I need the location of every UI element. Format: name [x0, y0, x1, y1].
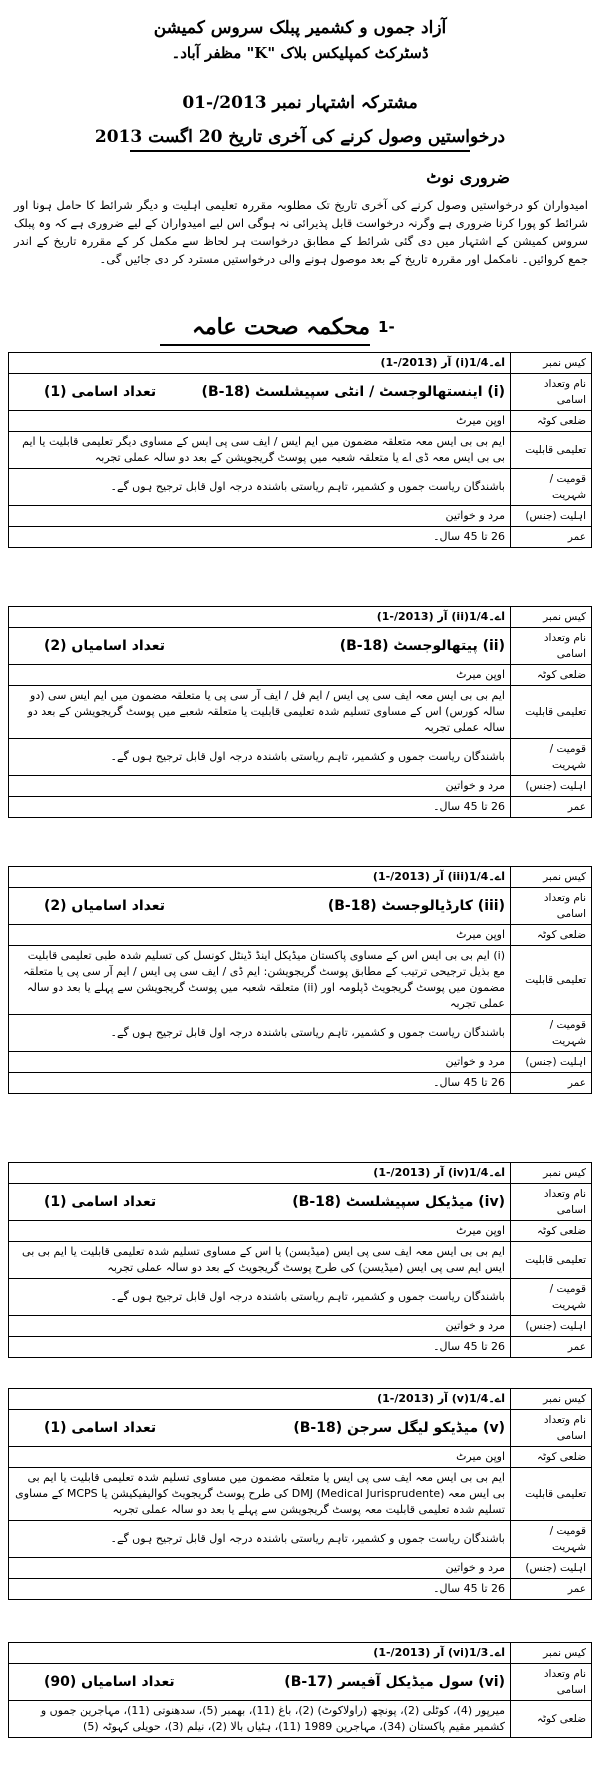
qualification-value: ایم بی بی ایس معہ ایف سی پی ایس / ایم فل / ایف آر سی پی یا متعلقہ مضمون میں ایم ایس سی (دو سالہ کورس) اس کے مساوی تسلیم شدہ تعلیمی قابلیت یا متعلقہ شعبے میں پوسٹ گریجویشن کے بعد دو سالہ عملی تجربہ [9, 686, 511, 739]
post-table-3 [8, 866, 592, 1094]
case-label: کیس نمبر [511, 1643, 592, 1664]
post-table-6 [8, 1642, 592, 1738]
quota-row [9, 1221, 592, 1242]
quota-value: اوپن میرٹ [9, 1221, 511, 1242]
quota-row [9, 1447, 592, 1468]
post-count: تعداد اسامیاں (2) [44, 897, 165, 914]
post-table-2 [8, 606, 592, 818]
post-cell [9, 374, 511, 411]
commission-name: آزاد جموں و کشمیر پبلک سروس کمیشن [153, 18, 447, 38]
age-value: 26 تا 45 سال۔ [9, 527, 511, 548]
post-count: تعداد اسامیاں (2) [44, 637, 165, 654]
qualification-value: (i) ایم بی بی ایس اس کے مساوی پاکستان میڈیکل اینڈ ڈینٹل کونسل کی تسلیم شدہ طبی تعلیمی قابلیت مع بذیل ترجیحی ترتیب کے مطابق پوسٹ گریجویشن: ایم ڈی / ایف سی پی ایس / ایم آر سی پی یا متعلقہ مضمون میں پوسٹ گریجویٹ ڈپلومہ اور (ii) متعلقہ شعبہ میں پوسٹ گریجویشن سے پہلے یا بعد دو سالہ عملی تجربہ [9, 946, 511, 1015]
case-number: اے۔1/4(iv) آر (2013/-1) [9, 1163, 511, 1184]
post-row [9, 374, 592, 411]
gender-label: اہلیت (جنس) [511, 1316, 592, 1337]
domicile-value: باشندگان ریاست جموں و کشمیر، تاہم ریاستی باشندہ درجہ اول قابل ترجیح ہوں گے۔ [9, 1279, 511, 1316]
post-title: (v) میڈیکو لیگل سرجن (B-18) [293, 1419, 505, 1436]
age-row [9, 1337, 592, 1358]
domicile-label: قومیت / شہریت [511, 469, 592, 506]
age-value: 26 تا 45 سال۔ [9, 1579, 511, 1600]
qualification-row [9, 432, 592, 469]
quota-value: اوپن میرٹ [9, 1447, 511, 1468]
case-number: اے۔1/3(vi) آر (2013/-1) [9, 1643, 511, 1664]
gender-label: اہلیت (جنس) [511, 1558, 592, 1579]
domicile-label: قومیت / شہریت [511, 739, 592, 776]
qualification-row [9, 1242, 592, 1279]
case-label: کیس نمبر [511, 1163, 592, 1184]
age-value: 26 تا 45 سال۔ [9, 1073, 511, 1094]
post-label: نام وتعداد اسامی [511, 888, 592, 925]
case-row [9, 867, 592, 888]
qualification-label: تعلیمی قابلیت [511, 686, 592, 739]
gender-row [9, 1316, 592, 1337]
case-row [9, 1163, 592, 1184]
qualification-value: ایم بی بی ایس معہ ایف سی پی ایس (میڈیسن) یا اس کے مساوی تسلیم شدہ تعلیمی قابلیت یا ایم بی بی ایس ایم سی پی ایس (میڈیسن) کی طرح پوسٹ گریجویٹ کے بعد دو سالہ عملی تجربہ [9, 1242, 511, 1279]
notice-body: امیدواران کو درخواستیں وصول کرنے کی آخری تاریخ تک مطلوبہ مقررہ تعلیمی اہلیت و دیگر شرائط کا حامل ہونا اور شرائط کو پورا کرنا ضروری ہے وگرنہ درخواست قابل پذیرائی نہ ہوگی اس لیے امیدواران کے لیے ضروری ہے کہ وہ پبلک سروس کمیشن کے اشتہار میں دی گئی شرائط کے مطابق درخواست ہر لحاظ سے مکمل کر کے مقررہ تاریخ کے اندر جمع کروائیں۔ نامکمل اور مقررہ تاریخ کے بعد موصول ہونے والی درخواستیں مسترد کر دی جائیں گی۔ [14, 198, 588, 266]
post-cell [9, 628, 511, 665]
age-value: 26 تا 45 سال۔ [9, 1337, 511, 1358]
domicile-value: باشندگان ریاست جموں و کشمیر، تاہم ریاستی باشندہ درجہ اول قابل ترجیح ہوں گے۔ [9, 739, 511, 776]
case-label: کیس نمبر [511, 607, 592, 628]
case-number: اے۔1/4(i) آر (2013/-1) [9, 353, 511, 374]
domicile-row [9, 1521, 592, 1558]
post-count: تعداد اسامی (1) [44, 1193, 157, 1210]
quota-row [9, 925, 592, 946]
domicile-value: باشندگان ریاست جموں و کشمیر، تاہم ریاستی باشندہ درجہ اول قابل ترجیح ہوں گے۔ [9, 1015, 511, 1052]
quota-label: ضلعی کوٹہ [511, 665, 592, 686]
age-row [9, 797, 592, 818]
post-count: تعداد اسامیاں (90) [44, 1673, 175, 1690]
age-label: عمر [511, 527, 592, 548]
post-label: نام وتعداد اسامی [511, 374, 592, 411]
post-row [9, 888, 592, 925]
quota-row [9, 665, 592, 686]
domicile-value: باشندگان ریاست جموں و کشمیر، تاہم ریاستی باشندہ درجہ اول قابل ترجیح ہوں گے۔ [9, 1521, 511, 1558]
post-count: تعداد اسامی (1) [44, 383, 157, 400]
qualification-row [9, 686, 592, 739]
post-table-4 [8, 1162, 592, 1358]
section-number: -1 [378, 318, 395, 336]
quota-value: اوپن میرٹ [9, 665, 511, 686]
gender-label: اہلیت (جنس) [511, 1052, 592, 1073]
age-row [9, 527, 592, 548]
qualification-row [9, 946, 592, 1015]
deadline-underline [130, 150, 470, 152]
age-label: عمر [511, 1073, 592, 1094]
domicile-row [9, 1015, 592, 1052]
case-label: کیس نمبر [511, 353, 592, 374]
post-label: نام وتعداد اسامی [511, 1664, 592, 1701]
gender-value: مرد و خواتین [9, 1558, 511, 1579]
post-title: (iii) کارڈیالوجسٹ (B-18) [327, 897, 505, 914]
quota-label: ضلعی کوٹہ [511, 1447, 592, 1468]
gender-value: مرد و خواتین [9, 1316, 511, 1337]
gender-value: مرد و خواتین [9, 1052, 511, 1073]
post-count: تعداد اسامی (1) [44, 1419, 157, 1436]
section-heading [0, 314, 600, 344]
age-label: عمر [511, 797, 592, 818]
quota-label: ضلعی کوٹہ [511, 1221, 592, 1242]
gender-row [9, 506, 592, 527]
domicile-value: باشندگان ریاست جموں و کشمیر، تاہم ریاستی باشندہ درجہ اول قابل ترجیح ہوں گے۔ [9, 469, 511, 506]
quota-value: اوپن میرٹ [9, 411, 511, 432]
gender-value: مرد و خواتین [9, 506, 511, 527]
quota-label: ضلعی کوٹہ [511, 411, 592, 432]
quota-label: ضلعی کوٹہ [511, 1701, 592, 1738]
case-label: کیس نمبر [511, 1389, 592, 1410]
age-label: عمر [511, 1579, 592, 1600]
gender-value: مرد و خواتین [9, 776, 511, 797]
age-label: عمر [511, 1337, 592, 1358]
gender-row [9, 1558, 592, 1579]
case-row [9, 353, 592, 374]
qualification-value: ایم بی بی ایس معہ ایف سی پی ایس یا متعلقہ مضمون میں مساوی تسلیم شدہ تعلیمی قابلیت یا ایم بی بی ایس معہ (Medical Jurisprudente) DMJ کی طرح پوسٹ گریجویٹ کوالیفیکیشن یا MCPS کے مساوی تسلیم شدہ تعلیمی قابلیت معہ پوسٹ گریجویشن سے پہلے یا بعد دو سالہ عملی تجربہ [9, 1468, 511, 1521]
domicile-row [9, 469, 592, 506]
qualification-label: تعلیمی قابلیت [511, 946, 592, 1015]
domicile-row [9, 739, 592, 776]
post-row [9, 1410, 592, 1447]
age-row [9, 1579, 592, 1600]
notice-title: ضروری نوٹ [426, 168, 510, 187]
case-row [9, 607, 592, 628]
post-title: (iv) میڈیکل سپیشلسٹ (B-18) [292, 1193, 505, 1210]
post-label: نام وتعداد اسامی [511, 628, 592, 665]
quota-value: اوپن میرٹ [9, 925, 511, 946]
post-cell [9, 1184, 511, 1221]
post-row [9, 628, 592, 665]
post-title: (i) اینستھالوجسٹ / انٹی سپیشلسٹ (B-18) [201, 383, 505, 400]
age-row [9, 1073, 592, 1094]
post-label: نام وتعداد اسامی [511, 1410, 592, 1447]
domicile-label: قومیت / شہریت [511, 1015, 592, 1052]
section-underline [160, 344, 370, 346]
gender-label: اہلیت (جنس) [511, 776, 592, 797]
post-title: (ii) پیتھالوجسٹ (B-18) [339, 637, 505, 654]
case-label: کیس نمبر [511, 867, 592, 888]
quota-row [9, 1701, 592, 1738]
qualification-label: تعلیمی قابلیت [511, 1468, 592, 1521]
case-number: اے۔1/4(ii) آر (2013/-1) [9, 607, 511, 628]
quota-label: ضلعی کوٹہ [511, 925, 592, 946]
gender-label: اہلیت (جنس) [511, 506, 592, 527]
advertisement-number: مشترکہ اشتہار نمبر 2013/-01 [182, 93, 418, 113]
section-title: محکمہ صحت عامہ [191, 314, 370, 340]
case-row [9, 1643, 592, 1664]
post-cell [9, 1664, 511, 1701]
commission-address: ڈسٹرکٹ کمپلیکس بلاک "K" مظفر آباد۔ [171, 44, 429, 62]
case-number: اے۔1/4(v) آر (2013/-1) [9, 1389, 511, 1410]
post-table-5 [8, 1388, 592, 1600]
domicile-label: قومیت / شہریت [511, 1279, 592, 1316]
post-label: نام وتعداد اسامی [511, 1184, 592, 1221]
post-table-1 [8, 352, 592, 548]
post-row [9, 1664, 592, 1701]
qualification-label: تعلیمی قابلیت [511, 1242, 592, 1279]
case-number: اے۔1/4(iii) آر (2013/-1) [9, 867, 511, 888]
qualification-value: ایم بی بی ایس معہ متعلقہ مضمون میں ایم ایس / ایف سی پی ایس کے مساوی دیگر تعلیمی قابلیت یا ایم بی بی ایس معہ ڈی اے یا متعلقہ شعبہ میں پوسٹ گریجویشن کے بعد دو سالہ عملی تجربہ [9, 432, 511, 469]
deadline-heading: درخواستیں وصول کرنے کی آخری تاریخ 20 اگست 2013 [94, 127, 506, 147]
age-value: 26 تا 45 سال۔ [9, 797, 511, 818]
post-row [9, 1184, 592, 1221]
domicile-row [9, 1279, 592, 1316]
case-row [9, 1389, 592, 1410]
post-cell [9, 1410, 511, 1447]
domicile-label: قومیت / شہریت [511, 1521, 592, 1558]
qualification-label: تعلیمی قابلیت [511, 432, 592, 469]
gender-row [9, 776, 592, 797]
gender-row [9, 1052, 592, 1073]
quota-value: میرپور (4)، کوٹلی (2)، پونچھ (راولاکوٹ) (2)، باغ (11)، بھمبر (5)، سدھنوتی (11)، مہاجرین جموں و کشمیر مقیم پاکستان (34)، مہاجرین 1989 (11)، ہٹیاں بالا (2)، نیلم (3)، حویلی کہوٹہ (5) [9, 1701, 511, 1738]
post-cell [9, 888, 511, 925]
quota-row [9, 411, 592, 432]
qualification-row [9, 1468, 592, 1521]
post-title: (vi) سول میڈیکل آفیسر (B-17) [284, 1673, 505, 1690]
